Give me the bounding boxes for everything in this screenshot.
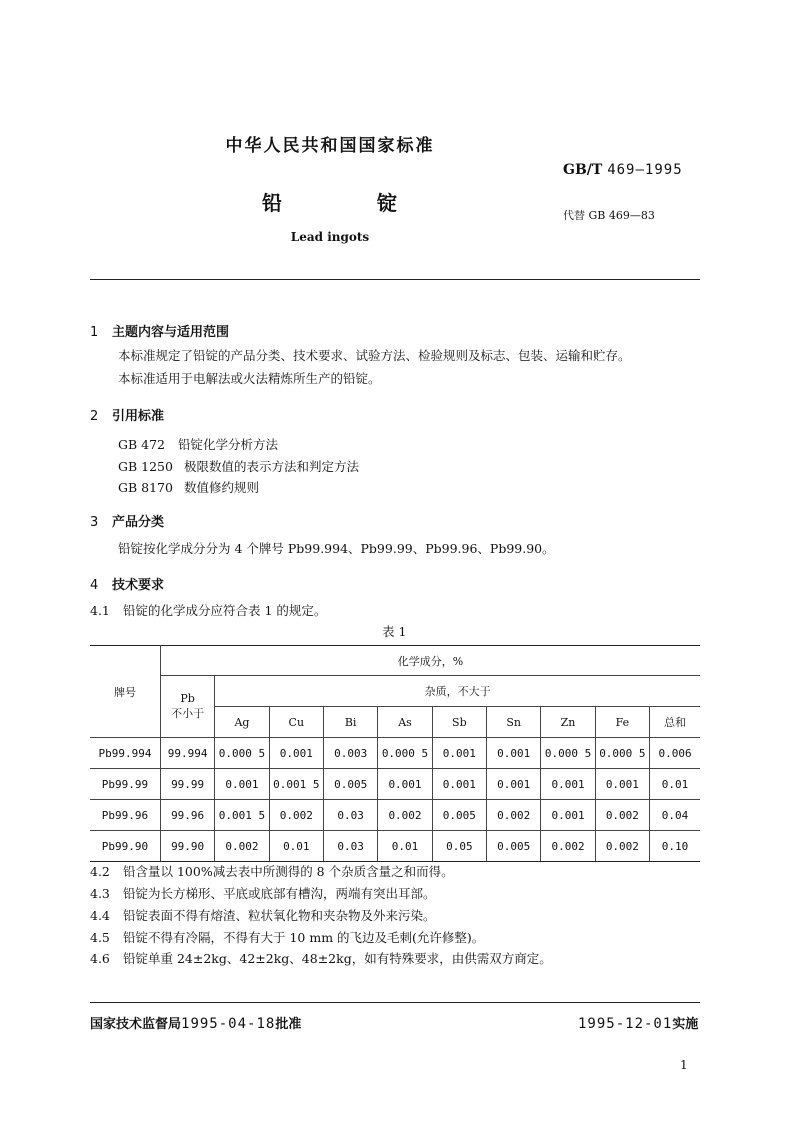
section-4-heading [90, 574, 164, 593]
value-cell: 0.001 [378, 769, 432, 800]
value-cell: 0.001 [215, 769, 269, 800]
pb-sublabel: 不小于 [171, 707, 205, 720]
grade-cell: Pb99.96 [90, 800, 160, 831]
effective-date: 1995-12-01 [578, 1016, 673, 1032]
approval-date: 1995-04-18 [181, 1016, 276, 1032]
clause-number: 4.3 [90, 886, 110, 901]
clause-text: 铅锭不得有冷隔，不得有大于 10 mm 的飞边及毛刺(允许修整)。 [123, 930, 485, 945]
value-cell: 0.001 [432, 738, 486, 769]
clause-4-5 [90, 928, 484, 946]
value-cell: 0.002 [595, 831, 649, 862]
column-header: 总和 [650, 707, 700, 738]
clause-4-3 [90, 884, 436, 902]
clause-4-1 [90, 601, 326, 619]
effective-line [578, 1013, 698, 1032]
effective-label: 实施 [672, 1017, 699, 1032]
clause-text: 铅锭的化学成分应符合表 1 的规定。 [123, 603, 327, 618]
section-title: 技术要求 [112, 578, 165, 593]
value-cell: 0.006 [650, 738, 700, 769]
code-prefix: GB/T [563, 162, 603, 178]
grade-header: 牌号 [90, 646, 160, 738]
value-cell: 0.001 [595, 769, 649, 800]
pb-cell: 99.96 [160, 800, 214, 831]
value-cell: 0.10 [650, 831, 700, 862]
value-cell: 0.001 5 [269, 769, 323, 800]
section-1-paragraph-2: 本标准适用于电解法或火法精炼所生产的铅锭。 [118, 371, 381, 386]
column-header: Bi [323, 707, 377, 738]
value-cell: 0.03 [323, 800, 377, 831]
value-cell: 0.01 [269, 831, 323, 862]
section-title: 主题内容与适用范围 [112, 325, 230, 340]
value-cell: 0.001 [541, 769, 595, 800]
code-number: 469—1995 [607, 162, 683, 178]
clause-text: 铅含量以 100%减去表中所测得的 8 个杂质含量之和而得。 [123, 864, 454, 879]
composition-header: 化学成分，% [160, 646, 700, 676]
composition-table [90, 645, 700, 862]
clause-number: 4.1 [90, 603, 110, 618]
value-cell: 0.001 [432, 769, 486, 800]
clause-number: 4.5 [90, 930, 110, 945]
column-header: As [378, 707, 432, 738]
page-number: 1 [680, 1058, 688, 1072]
impurity-header: 杂质，不大于 [215, 676, 700, 707]
clause-text: 铅锭单重 24±2kg、42±2kg、48±2kg，如有特殊要求，由供需双方商定。 [123, 951, 552, 966]
replaces-note: 代替 GB 469—83 [563, 209, 655, 222]
value-cell: 0.01 [650, 769, 700, 800]
column-header: Fe [595, 707, 649, 738]
value-cell: 0.03 [323, 831, 377, 862]
column-header: Cu [269, 707, 323, 738]
reference-item [118, 478, 259, 496]
pb-header [160, 676, 214, 738]
reference-item [118, 435, 278, 453]
section-title: 引用标准 [112, 409, 165, 424]
value-cell: 0.002 [595, 800, 649, 831]
section-2-heading [90, 405, 164, 424]
reference-name: 铅锭化学分析方法 [178, 437, 279, 452]
section-number: 2 [90, 409, 99, 424]
value-cell: 0.000 5 [378, 738, 432, 769]
value-cell: 0.005 [323, 769, 377, 800]
section-3-paragraph: 铅锭按化学成分分为 4 个牌号 Pb99.994、Pb99.99、Pb99.96、Pb99.90。 [118, 541, 555, 556]
clause-4-6 [90, 949, 552, 967]
clause-number: 4.4 [90, 908, 110, 923]
section-number: 1 [90, 325, 99, 340]
pb-cell: 99.99 [160, 769, 214, 800]
footer-divider [90, 1002, 700, 1003]
column-header: Sb [432, 707, 486, 738]
clause-4-4 [90, 906, 436, 924]
column-header: Ag [215, 707, 269, 738]
section-number: 3 [90, 515, 99, 530]
value-cell: 0.05 [432, 831, 486, 862]
pb-cell: 99.90 [160, 831, 214, 862]
grade-cell: Pb99.994 [90, 738, 160, 769]
table-row [90, 769, 700, 800]
reference-code: GB 1250 [118, 459, 173, 474]
standard-title: 中华人民共和国国家标准 [225, 136, 435, 156]
clause-number: 4.2 [90, 864, 110, 879]
reference-name: 极限数值的表示方法和判定方法 [184, 459, 360, 474]
value-cell: 0.005 [487, 831, 541, 862]
reference-item [118, 457, 359, 475]
reference-code: GB 8170 [118, 480, 173, 495]
value-cell: 0.002 [378, 800, 432, 831]
section-title: 产品分类 [112, 515, 165, 530]
pb-label: Pb [180, 692, 195, 705]
value-cell: 0.000 5 [595, 738, 649, 769]
approval-label: 批准 [275, 1017, 302, 1032]
table-caption: 表 1 [382, 624, 407, 639]
value-cell: 0.001 [487, 738, 541, 769]
value-cell: 0.04 [650, 800, 700, 831]
pb-cell: 99.994 [160, 738, 214, 769]
table-row [90, 738, 700, 769]
value-cell: 0.005 [432, 800, 486, 831]
section-1-paragraph-1: 本标准规定了铅锭的产品分类、技术要求、试验方法、检验规则及标志、包装、运输和贮存。 [118, 348, 631, 363]
reference-name: 数值修约规则 [184, 480, 260, 495]
english-title: Lead ingots [290, 230, 370, 244]
value-cell: 0.003 [323, 738, 377, 769]
value-cell: 0.001 [269, 738, 323, 769]
grade-cell: Pb99.99 [90, 769, 160, 800]
title-char-2: 锭 [377, 191, 397, 215]
value-cell: 0.001 [541, 800, 595, 831]
document-title [262, 187, 397, 216]
value-cell: 0.001 5 [215, 800, 269, 831]
title-char-1: 铅 [262, 191, 282, 215]
value-cell: 0.001 [487, 769, 541, 800]
grade-cell: Pb99.90 [90, 831, 160, 862]
clause-4-2 [90, 862, 454, 880]
value-cell: 0.002 [487, 800, 541, 831]
reference-code: GB 472 [118, 437, 166, 452]
table-row [90, 831, 700, 862]
value-cell: 0.002 [269, 800, 323, 831]
column-header: Sn [487, 707, 541, 738]
standard-code [563, 162, 683, 178]
approval-line [90, 1013, 301, 1032]
header-divider [90, 279, 700, 280]
value-cell: 0.002 [541, 831, 595, 862]
clause-text: 铅锭为长方梯形、平底或底部有槽沟，两端有突出耳部。 [123, 886, 436, 901]
clause-text: 铅锭表面不得有熔渣、粒状氧化物和夹杂物及外来污染。 [123, 908, 436, 923]
table-row [90, 800, 700, 831]
section-3-heading [90, 511, 164, 530]
section-1-heading [90, 321, 229, 340]
issuer: 国家技术监督局 [90, 1017, 182, 1032]
value-cell: 0.01 [378, 831, 432, 862]
value-cell: 0.000 5 [541, 738, 595, 769]
value-cell: 0.000 5 [215, 738, 269, 769]
clause-number: 4.6 [90, 951, 110, 966]
value-cell: 0.002 [215, 831, 269, 862]
column-header: Zn [541, 707, 595, 738]
section-number: 4 [90, 578, 99, 593]
